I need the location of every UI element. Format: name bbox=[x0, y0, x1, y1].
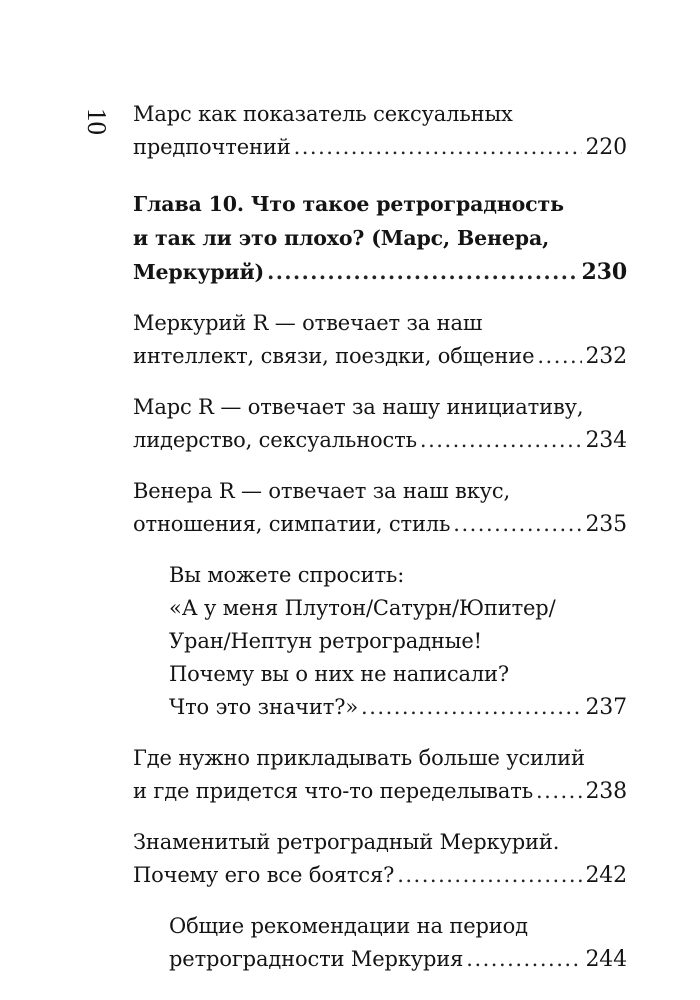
toc-entry-mercury-r bbox=[133, 307, 627, 373]
toc-entry-mars-sexual bbox=[133, 98, 627, 164]
chapter-title: Глава 10. Что такое ретроградность bbox=[133, 192, 564, 216]
toc-entry-famous-mercury bbox=[133, 826, 627, 892]
toc-entry-text: отношения, симпатии, стиль bbox=[133, 512, 451, 536]
toc-entry-text: интеллект, связи, поездки, общение bbox=[133, 344, 535, 368]
toc-entry-text: Венера R — отвечает за наш вкус, bbox=[133, 479, 511, 503]
toc-page-number: 230 bbox=[581, 259, 627, 285]
toc-page-number: 232 bbox=[585, 344, 627, 369]
toc-page-number: 238 bbox=[585, 779, 627, 804]
toc-entry-text: Общие рекомендации на период bbox=[169, 914, 528, 938]
toc-entry-text: Уран/Нептун ретроградные! bbox=[169, 629, 482, 653]
toc-page-number: 237 bbox=[585, 695, 627, 720]
toc-entry-text: ретроградности Меркурия bbox=[169, 947, 464, 971]
dot-leader bbox=[537, 340, 582, 373]
page-number: 10 bbox=[82, 108, 112, 135]
dot-leader bbox=[361, 691, 582, 724]
toc-entry-text: Вы можете спросить: bbox=[169, 563, 405, 587]
table-of-contents bbox=[133, 98, 627, 976]
toc-entry-text: Знаменитый ретроградный Меркурий. bbox=[133, 830, 560, 854]
toc-entry-text: Почему его все боятся? bbox=[133, 863, 395, 887]
toc-entry-recommendations bbox=[133, 910, 627, 976]
toc-entry-text: Меркурий R — отвечает за наш bbox=[133, 311, 483, 335]
toc-entry-venus-r bbox=[133, 475, 627, 541]
dot-leader bbox=[397, 859, 582, 892]
dot-leader bbox=[294, 131, 583, 164]
toc-page-number: 242 bbox=[585, 863, 627, 888]
chapter-title: Меркурий) bbox=[133, 260, 265, 284]
toc-entry-text: Где нужно прикладывать больше усилий bbox=[133, 746, 585, 770]
toc-page-number: 220 bbox=[585, 135, 627, 160]
toc-entry-text: и где придется что-то переделывать bbox=[133, 779, 533, 803]
toc-page-number: 234 bbox=[585, 428, 627, 453]
chapter-title: и так ли это плохо? (Марс, Венера, bbox=[133, 226, 550, 250]
toc-page-number: 244 bbox=[585, 947, 627, 972]
toc-page-number: 235 bbox=[585, 512, 627, 537]
dot-leader bbox=[536, 775, 582, 808]
toc-chapter-10 bbox=[133, 187, 627, 289]
dot-leader bbox=[453, 508, 582, 541]
toc-entry-effort bbox=[133, 742, 627, 808]
toc-entry-text: предпочтений bbox=[133, 135, 291, 159]
toc-entry-text: «А у меня Плутон/Сатурн/Юпитер/ bbox=[169, 596, 556, 620]
dot-leader bbox=[267, 255, 578, 289]
toc-entry-you-may-ask bbox=[133, 559, 627, 724]
toc-entry-text: Марс как показатель сексуальных bbox=[133, 102, 513, 126]
toc-entry-mars-r bbox=[133, 391, 627, 457]
dot-leader bbox=[420, 424, 583, 457]
dot-leader bbox=[466, 943, 582, 976]
toc-entry-text: Что это значит?» bbox=[169, 695, 359, 719]
toc-entry-text: Марс R — отвечает за нашу инициативу, bbox=[133, 395, 584, 419]
toc-entry-text: лидерство, сексуальность bbox=[133, 428, 417, 452]
toc-entry-text: Почему вы о них не написали? bbox=[169, 662, 509, 686]
